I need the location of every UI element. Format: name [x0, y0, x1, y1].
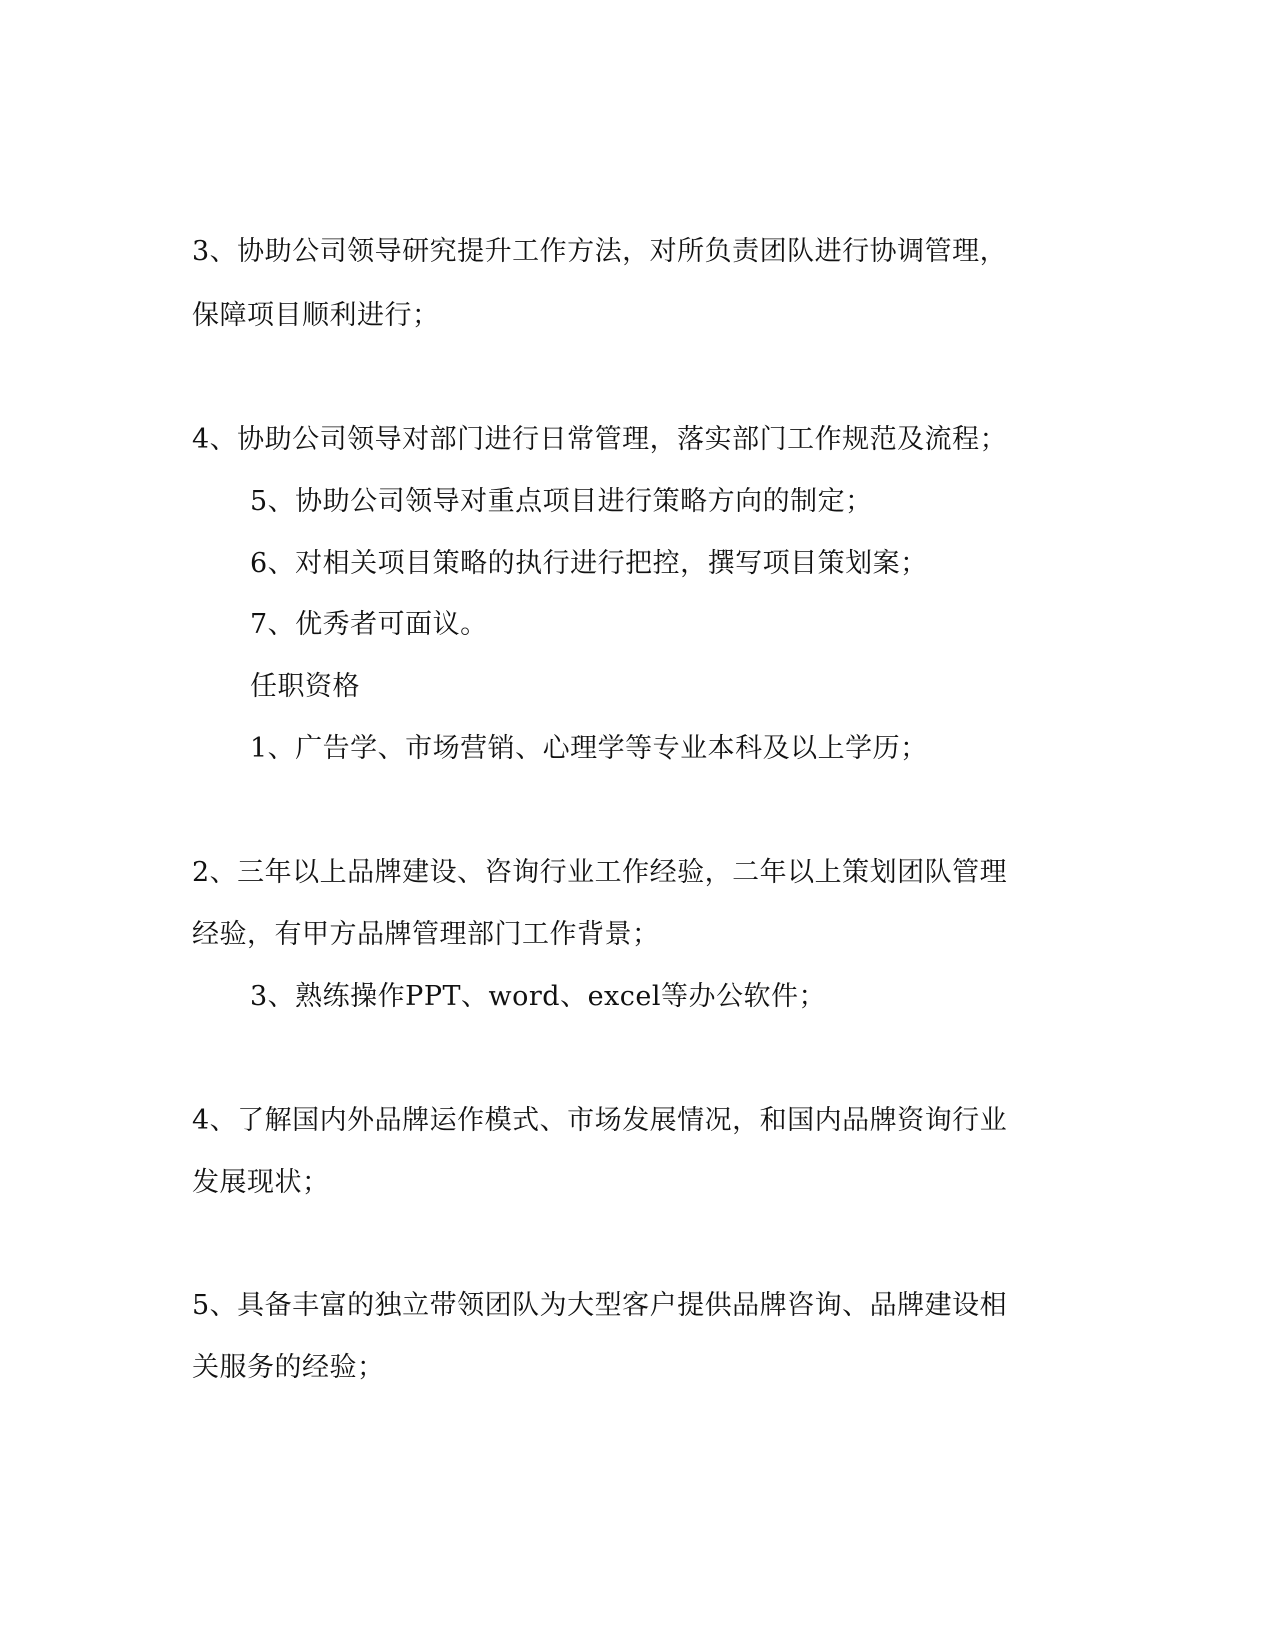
qualification-4-line-1: 4、了解国内外品牌运作模式、市场发展情况，和国内品牌资询行业	[192, 1105, 1008, 1136]
qualification-1: 1、广告学、市场营销、心理学等专业本科及以上学历；	[250, 733, 928, 764]
duty-4: 4、协助公司领导对部门进行日常管理，落实部门工作规范及流程；	[192, 424, 1008, 455]
qualification-5-line-2: 关服务的经验；	[192, 1352, 385, 1383]
duty-3-line-2: 保障项目顺利进行；	[192, 300, 440, 331]
qualification-2-line-1: 2、三年以上品牌建设、咨询行业工作经验，二年以上策划团队管理	[192, 857, 1008, 888]
section-heading-qualifications: 任职资格	[250, 671, 360, 702]
duty-6: 6、对相关项目策略的执行进行把控，撰写项目策划案；	[250, 548, 928, 579]
qualification-2-line-2: 经验，有甲方品牌管理部门工作背景；	[192, 919, 660, 950]
qualification-4-line-2: 发展现状；	[192, 1167, 330, 1198]
duty-5: 5、协助公司领导对重点项目进行策略方向的制定；	[250, 486, 873, 517]
duty-3-line-1: 3、协助公司领导研究提升工作方法，对所负责团队进行协调管理，	[192, 236, 1008, 267]
duty-7: 7、优秀者可面议。	[250, 609, 488, 640]
qualification-3: 3、熟练操作PPT、word、excel等办公软件；	[250, 981, 827, 1012]
qualification-5-line-1: 5、具备丰富的独立带领团队为大型客户提供品牌咨询、品牌建设相	[192, 1290, 1008, 1321]
